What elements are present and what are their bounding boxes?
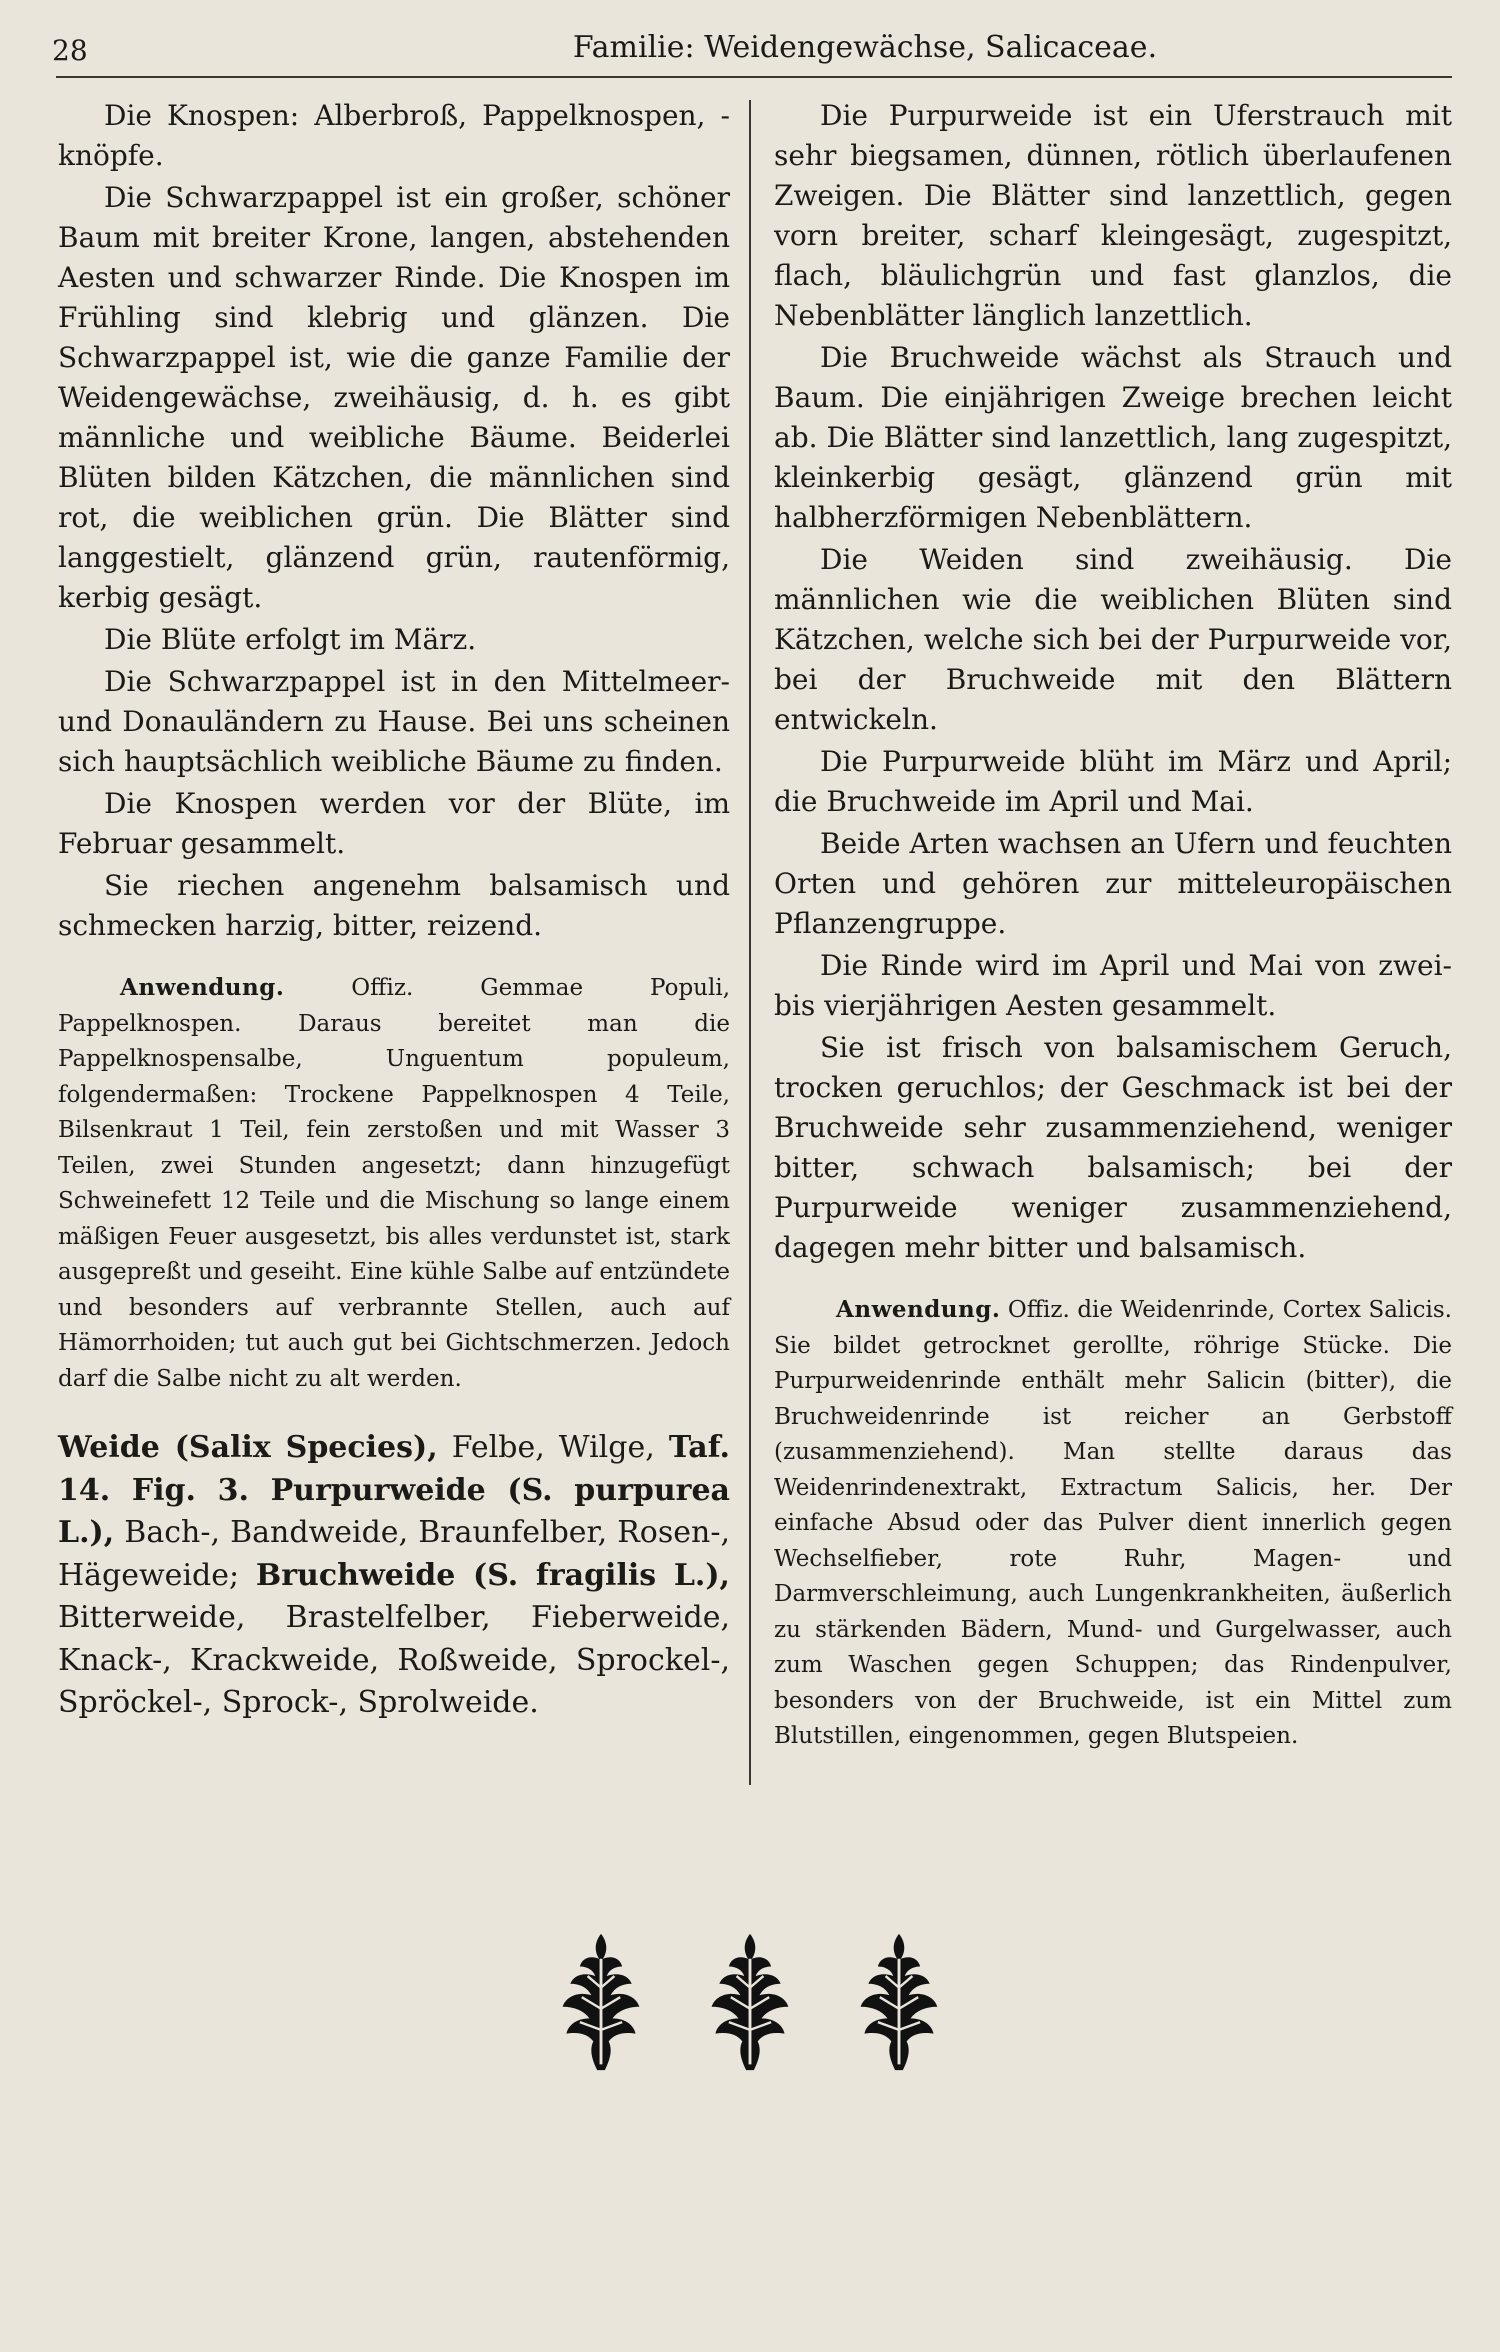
- paragraph: Die Bruchweide wächst als Strauch und Baum. Die einjährigen Zweige brechen leicht ab. Die Blätter sind lanzettlich, lang zugespitzt, kleinkerbig gesägt, glänzend grün mit halbherzförmigen Nebenblättern.: [774, 341, 1452, 534]
- acanthus-leaf-ornament-icon: [851, 1930, 947, 2074]
- paragraph: Die Purpurweide ist ein Uferstrauch mit sehr biegsamen, dünnen, rötlich überlaufenen Zweigen. Die Blätter sind lanzettlich, gegen vorn breiter, scharf kleingesägt, zugespitzt, flach, bläulichgrün und fast glanzlos, die Nebenblätter länglich lanzettlich.: [774, 99, 1452, 332]
- header-rule: [56, 76, 1452, 78]
- entry-species-name: Bruchweide (S. fragilis L.),: [255, 1557, 730, 1593]
- entry-text: Bach-, Bandweide, Braunfelber, Rosen-, Hägeweide;: [58, 1515, 730, 1593]
- page-number: 28: [52, 34, 88, 67]
- entry-text: Bitterweide, Brastelfelber, Fieberweide, Knack-, Krackweide, Roßweide, Sprockel-, Spröckel-, Sprock-, Sprolweide.: [58, 1600, 730, 1720]
- paragraph: Die Schwarzpappel ist ein großer, schöner Baum mit breiter Krone, langen, abstehenden Aesten und schwarzer Rinde. Die Knospen im Frühling sind klebrig und glänzen. Die Schwarzpappel ist, wie die ganze Familie der Weidengewächse, zweihäusig, d. h. es gibt männliche und weibliche Bäume. Beiderlei Blüten bilden Kätzchen, die männlichen sind rot, die weiblichen grün. Die Blätter sind langgestielt, glänzend grün, rautenförmig, kerbig gesägt.: [58, 181, 730, 614]
- entry-text: Felbe, Wilge,: [451, 1430, 655, 1465]
- paragraph: Die Purpurweide blüht im März und April; die Bruchweide im April und Mai.: [774, 745, 1452, 818]
- paragraph: Die Knospen: Alberbroß, Pappelknospen, -knöpfe.: [58, 99, 730, 172]
- usage-label: Anwendung.: [836, 1296, 1001, 1323]
- column-divider: [749, 100, 751, 1785]
- usage-text: Offiz. die Weidenrinde, Cortex Salicis. Sie bildet getrocknet gerollte, röhrige Stücke. Die Purpurweidenrinde enthält mehr Salicin (bitter), die Bruchweidenrinde ist reicher an Gerbstoff (zusammenziehend). Man stellte daraus das Weidenrindenextrakt, Extractum Salicis, her. Der einfache Absud oder das Pulver dient innerlich gegen Wechselfieber, rote Ruhr, Magen- und Darmverschleimung, auch Lungenkrankheiten, äußerlich zu stärkenden Bädern, Mund- und Gurgelwasser, auch zum Waschen gegen Schuppen; das Rindenpulver, besonders von der Bruchweide, ist ein Mittel zum Blutstillen, eingenommen, gegen Blutspeien.: [774, 1297, 1452, 1749]
- paragraph: Die Weiden sind zweihäusig. Die männlichen wie die weiblichen Blüten sind Kätzchen, welche sich bei der Purpurweide vor, bei der Bruchweide mit den Blättern entwickeln.: [774, 543, 1452, 736]
- paragraph: Die Rinde wird im April und Mai von zwei- bis vierjährigen Aesten gesammelt.: [774, 949, 1452, 1022]
- species-entry: [58, 1427, 730, 1725]
- usage-note: [58, 970, 730, 1397]
- paragraph: Die Knospen werden vor der Blüte, im Februar gesammelt.: [58, 787, 730, 860]
- entry-figure-ref: Taf. 14. Fig. 3. Purpurweide (S. purpurea L.),: [58, 1430, 730, 1550]
- running-head: Familie: Weidengewächse, Salicaceae.: [572, 30, 1158, 65]
- usage-note: [774, 1292, 1452, 1755]
- usage-text: Offiz. Gemmae Populi, Pappelknospen. Daraus bereitet man die Pappelknospensalbe, Unguentum populeum, folgendermaßen: Trockene Pappelknospen 4 Teile, Bilsenkraut 1 Teil, fein zerstoßen und mit Wasser 3 Teilen, zwei Stunden angesetzt; dann hinzugefügt Schweinefett 12 Teile und die Mischung so lange einem mäßigen Feuer ausgesetzt, bis alles verdunstet ist, stark ausgepreßt und geseiht. Eine kühle Salbe auf entzündete und besonders auf verbrannte Stellen, auch auf Hämorrhoiden; tut auch gut bei Gichtschmerzen. Jedoch darf die Salbe nicht zu alt werden.: [58, 975, 731, 1392]
- paragraph: Die Schwarzpappel ist in den Mittelmeer- und Donauländern zu Hause. Bei uns scheinen sich hauptsächlich weibliche Bäume zu finden.: [58, 665, 730, 778]
- acanthus-leaf-ornament-icon: [702, 1930, 798, 2074]
- acanthus-leaf-ornament-icon: [553, 1930, 649, 2074]
- usage-label: Anwendung.: [120, 974, 285, 1001]
- left-column: [58, 96, 730, 1727]
- paragraph: Beide Arten wachsen an Ufern und feuchten Orten und gehören zur mitteleuropäischen Pflanzengruppe.: [774, 827, 1453, 940]
- paragraph: Die Blüte erfolgt im März.: [104, 623, 477, 656]
- entry-title: Weide (Salix Species),: [58, 1430, 438, 1465]
- paragraph: Sie ist frisch von balsamischem Geruch, trocken geruchlos; der Geschmack ist bei der Bruchweide sehr zusammenziehend, weniger bitter, schwach balsamisch; bei der Purpurweide weniger zusammenziehend, dagegen mehr bitter und balsamisch.: [774, 1031, 1452, 1264]
- right-column: [774, 96, 1452, 1757]
- ornament-row: [0, 1930, 1500, 2078]
- paragraph: Sie riechen angenehm balsamisch und schmecken harzig, bitter, reizend.: [58, 869, 730, 942]
